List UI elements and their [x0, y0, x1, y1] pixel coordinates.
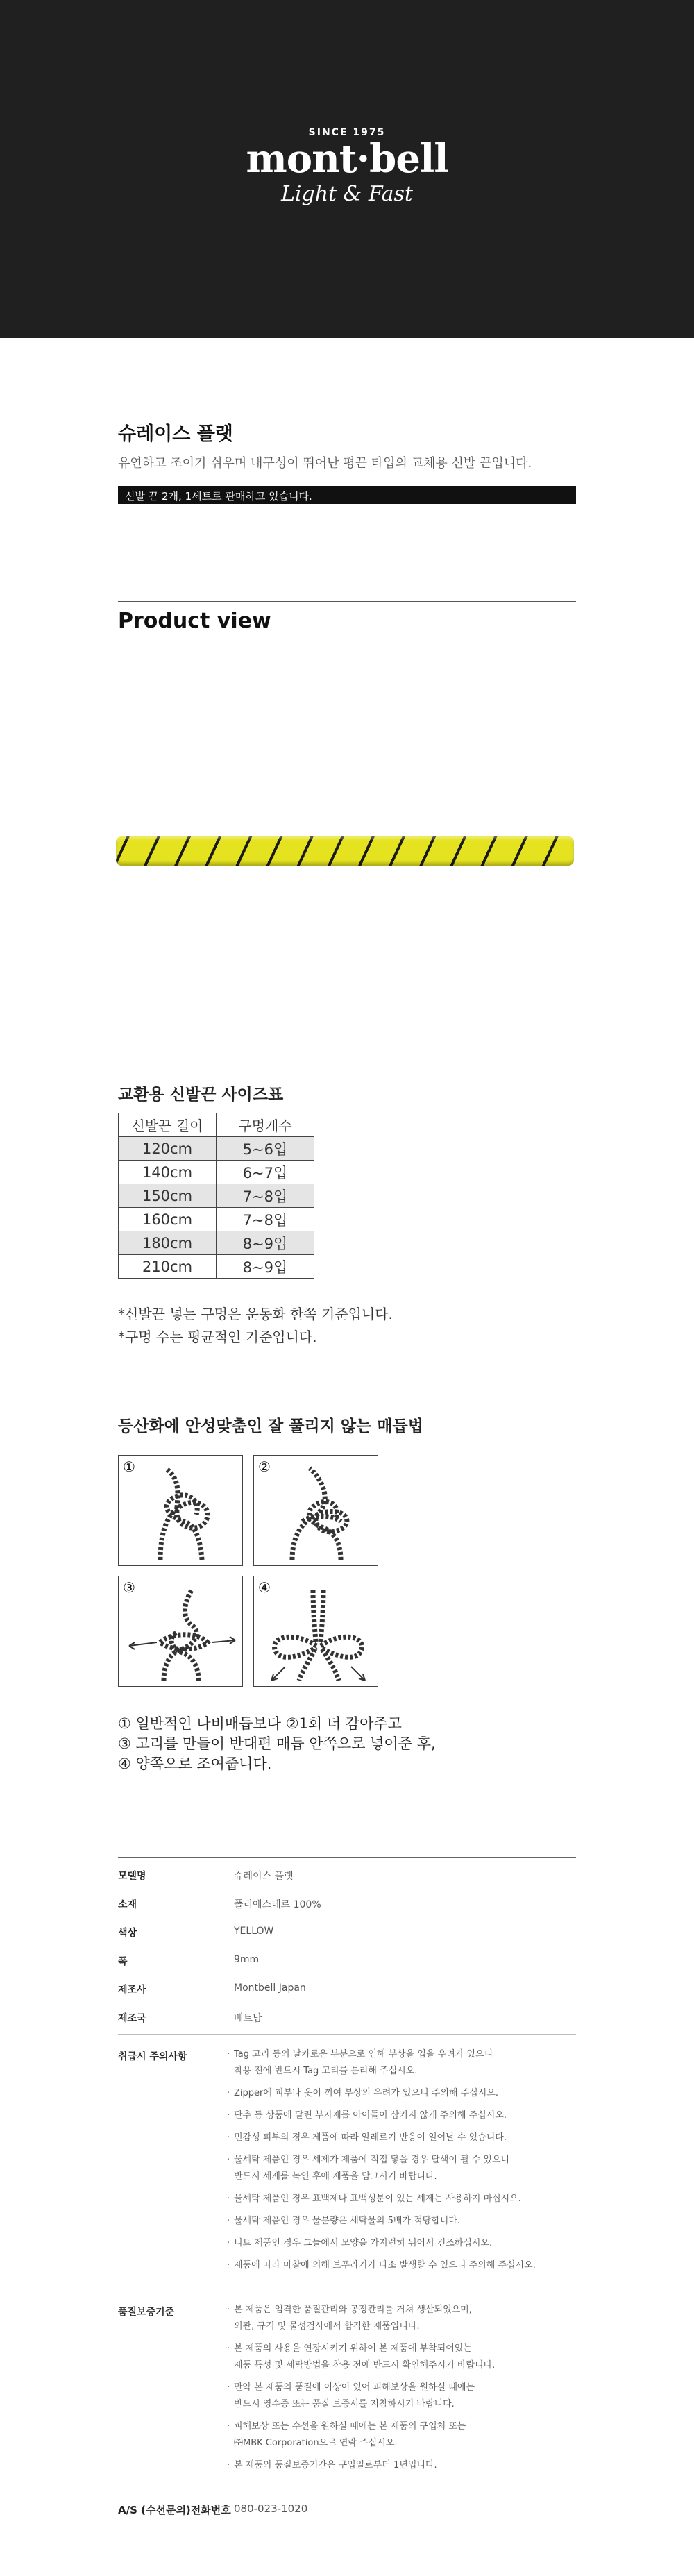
- knot-step-panel: [253, 1455, 378, 1566]
- spec-value: 폴리에스테르 100%: [234, 1899, 321, 1910]
- spec-label: 제조국: [118, 2013, 146, 2024]
- spec-label: 제조사: [118, 1985, 146, 1996]
- warranty-item: · 본 제품의 품질보증기간은 구입일로부터 1년입니다.: [234, 2457, 574, 2474]
- warranty-item-cont: 제품 특성 및 세탁방법을 착용 전에 반드시 확인해주시기 바랍니다.: [234, 2360, 496, 2371]
- size-note: *신발끈 넣는 구멍은 운동화 한쪽 기준입니다.: [118, 1306, 393, 1322]
- spec-value: 9mm: [234, 1954, 260, 1965]
- column-header-length: 신발끈 길이: [119, 1113, 217, 1137]
- product-subtitle: 유연하고 조이기 쉬우며 내구성이 뛰어난 평끈 타입의 교체용 신발 끈입니다.: [118, 456, 532, 471]
- brand-banner: [0, 0, 694, 338]
- size-chart-heading: 교환용 신발끈 사이즈표: [118, 1086, 284, 1104]
- brand-since: SINCE 1975: [308, 127, 386, 138]
- caution-item: · 물세탁 제품인 경우 물분량은 세탁물의 5배가 적당합니다.: [234, 2213, 574, 2230]
- spec-label: 색상: [118, 1928, 137, 1939]
- table-row: [119, 1231, 314, 1255]
- table-cell: 7~8입: [217, 1208, 314, 1231]
- warranty-item: · 피해보상 또는 수선을 원하실 때에는 본 제품의 구입처 또는: [234, 2418, 574, 2435]
- table-row: [119, 1184, 314, 1208]
- table-cell: 6~7입: [217, 1161, 314, 1184]
- warranty-item-cont: ㈜MBK Corporation으로 연락 주십시오.: [234, 2438, 398, 2448]
- knot-illustration: [119, 1456, 242, 1565]
- table-row: [119, 1161, 314, 1184]
- notice-text: 신발 끈 2개, 1세트로 판매하고 있습니다.: [125, 490, 312, 503]
- table-cell: 120cm: [119, 1137, 217, 1161]
- caution-item: · 물세탁 제품인 경우 표백제나 표백성분이 있는 세제는 사용하지 마십시오.: [234, 2191, 574, 2207]
- caution-item: · Tag 고리 등의 날카로운 부분으로 인해 부상을 입을 우려가 있으니: [234, 2046, 574, 2063]
- knot-step-panel: [118, 1576, 243, 1687]
- shoelace-image: [116, 836, 574, 866]
- table-cell: 180cm: [119, 1231, 217, 1255]
- product-view-heading: Product view: [118, 609, 271, 633]
- table-cell: 5~6입: [217, 1137, 314, 1161]
- warranty-item: · 본 제품은 엄격한 품질관리와 공정관리를 거쳐 생산되었으며,: [234, 2302, 574, 2318]
- panel-number: ②: [258, 1458, 271, 1475]
- panel-number: ④: [258, 1579, 271, 1596]
- warranty-item-cont: 외관, 규격 및 물성검사에서 합격한 제품입니다.: [234, 2321, 420, 2332]
- table-cell: 160cm: [119, 1208, 217, 1231]
- warranty-label: 품질보증기준: [118, 2307, 175, 2318]
- size-chart-table: [118, 1113, 314, 1279]
- spec-label: 모델명: [118, 1871, 146, 1882]
- spec-divider: [118, 2034, 576, 2035]
- product-title: 슈레이스 플랫: [118, 423, 233, 445]
- knot-step-panel: [253, 1576, 378, 1687]
- column-header-holes: 구멍개수: [217, 1113, 314, 1137]
- panel-number: ③: [123, 1579, 135, 1596]
- caution-item: · 단추 등 상품에 달린 부자재를 아이들이 삼키지 않게 주의해 주십시오.: [234, 2107, 574, 2124]
- knot-step-text: ① 일반적인 나비매듭보다 ②1회 더 감아주고: [118, 1715, 402, 1732]
- notice-bar: [118, 486, 576, 504]
- knot-step-text: ④ 양쪽으로 조여줍니다.: [118, 1756, 272, 1772]
- knot-step-text: ③ 고리를 만들어 반대편 매듭 안쪽으로 넣어준 후,: [118, 1735, 436, 1752]
- spec-value: 슈레이스 플랫: [234, 1871, 294, 1882]
- caution-item: · 제품에 따라 마찰에 의해 보푸라기가 다소 발생할 수 있으니 주의해 주십시오.: [234, 2257, 574, 2274]
- panel-number: ①: [123, 1458, 135, 1475]
- table-header-row: [119, 1113, 314, 1137]
- knot-illustration: [254, 1456, 378, 1565]
- caution-item-cont: 착용 전에 반드시 Tag 고리를 분리해 주십시오.: [234, 2066, 418, 2076]
- knot-illustration: [119, 1576, 242, 1686]
- warranty-item-cont: 반드시 영수증 또는 품질 보증서를 지참하시기 바랍니다.: [234, 2399, 455, 2409]
- table-cell: 210cm: [119, 1255, 217, 1279]
- knot-guide-heading: 등산화에 안성맞춤인 잘 풀리지 않는 매듭법: [118, 1417, 423, 1436]
- table-row: [119, 1255, 314, 1279]
- knot-step-panel: [118, 1455, 243, 1566]
- table-cell: 150cm: [119, 1184, 217, 1208]
- spec-value: YELLOW: [234, 1926, 274, 1937]
- size-note: *구멍 수는 평균적인 기준입니다.: [118, 1329, 317, 1345]
- caution-item: · Zipper에 피부나 옷이 끼여 부상의 우려가 있으니 주의해 주십시오.: [234, 2085, 574, 2102]
- spec-value: Montbell Japan: [234, 1982, 306, 1994]
- table-row: [119, 1137, 314, 1161]
- caution-item: · 니트 제품인 경우 그늘에서 모양을 가지런히 뉘어서 건조하십시오.: [234, 2235, 574, 2252]
- caution-item: · 민감성 피부의 경우 제품에 따라 알레르기 반응이 일어날 수 있습니다.: [234, 2130, 574, 2146]
- table-cell: 140cm: [119, 1161, 217, 1184]
- table-cell: 8~9입: [217, 1231, 314, 1255]
- knot-illustration: [254, 1576, 378, 1686]
- brand-tagline: Light & Fast: [281, 182, 413, 206]
- warranty-item: · 본 제품의 사용을 연장시키기 위하여 본 제품에 부착되어있는: [234, 2341, 574, 2357]
- spec-divider: [118, 1857, 576, 1858]
- as-phone: 080-023-1020: [234, 2502, 308, 2515]
- brand-logo: mont·bell: [246, 136, 448, 182]
- spec-value: 베트남: [234, 2013, 262, 2024]
- caution-item-cont: 반드시 세제를 녹인 후에 제품을 담그시기 바랍니다.: [234, 2171, 437, 2182]
- section-divider: [118, 601, 576, 602]
- spec-label: 소재: [118, 1899, 137, 1910]
- table-cell: 8~9입: [217, 1255, 314, 1279]
- as-label: A/S (수선문의)전화번호: [118, 2504, 231, 2516]
- spec-label: 폭: [118, 1956, 128, 1967]
- caution-item: · 물세탁 제품인 경우 세제가 제품에 직접 닿을 경우 탈색이 될 수 있으니: [234, 2152, 574, 2169]
- caution-label: 취급시 주의사항: [118, 2051, 187, 2062]
- table-row: [119, 1208, 314, 1231]
- warranty-item: · 만약 본 제품의 품질에 이상이 있어 피해보상을 원하실 때에는: [234, 2380, 574, 2396]
- table-cell: 7~8입: [217, 1184, 314, 1208]
